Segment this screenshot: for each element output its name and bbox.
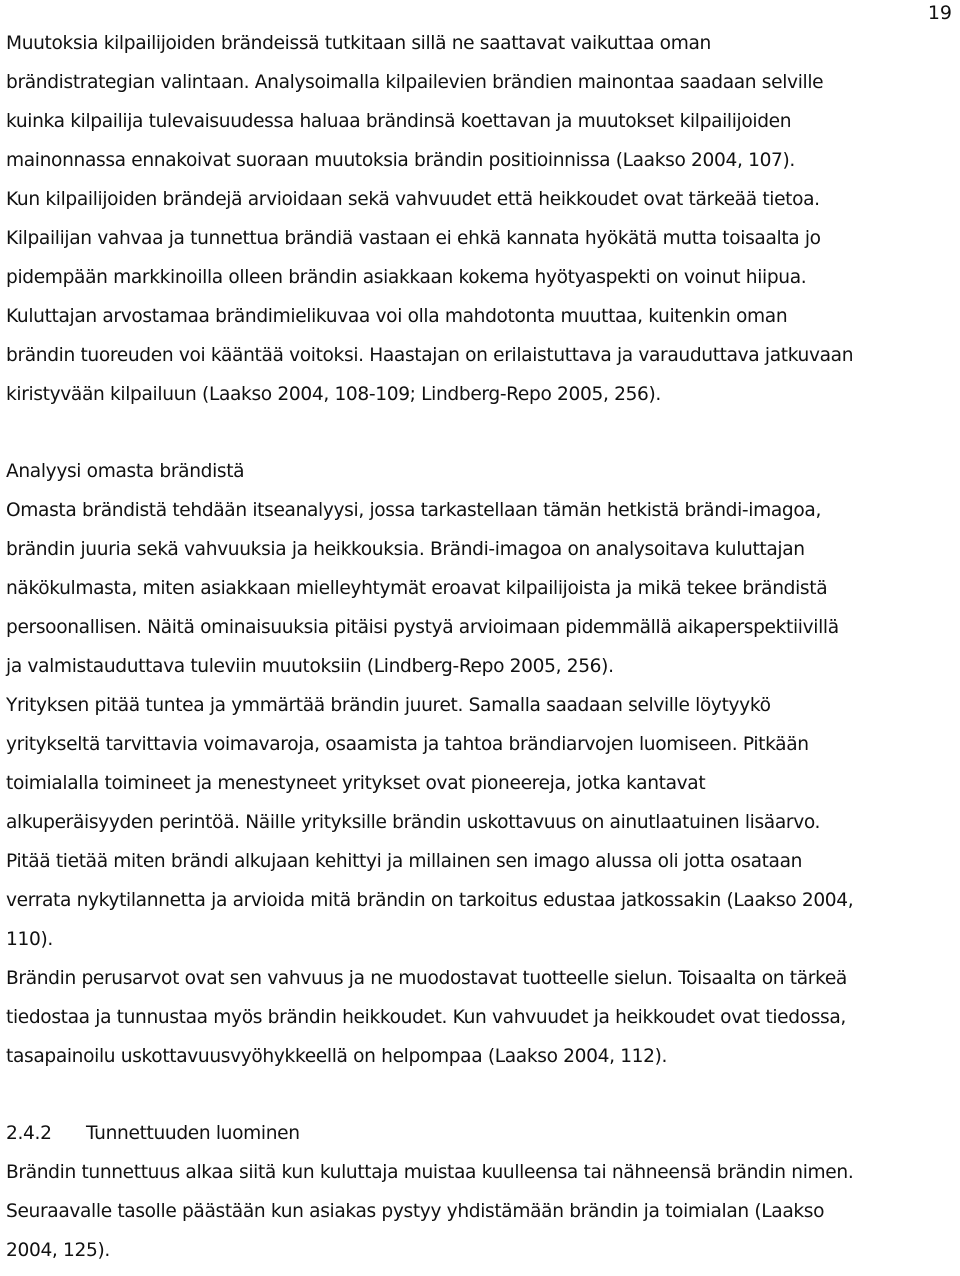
text-line: brändin juuria sekä vahvuuksia ja heikkouksia. Brändi-imagoa on analysoitava kuluttajan xyxy=(6,539,805,560)
paragraph-spacer xyxy=(6,1076,952,1114)
text-line: näkökulmasta, miten asiakkaan mielleyhtymät eroavat kilpailijoista ja mikä tekee brändistä xyxy=(6,578,828,599)
analysis-paragraphs xyxy=(6,491,952,1076)
text-line: persoonallisen. Näitä ominaisuuksia pitäisi pystyä arvioimaan pidemmällä aikaperspektiivillä xyxy=(6,617,839,638)
text-line: Omasta brändistä tehdään itseanalyysi, jossa tarkastellaan tämän hetkistä brändi-imagoa, xyxy=(6,500,821,521)
text-line: Brändin tunnettuus alkaa siitä kun kuluttaja muistaa kuulleensa tai nähneensä brändin nimen. xyxy=(6,1162,854,1183)
text-line: brändistrategian valintaan. Analysoimalla kilpailevien brändien mainontaa saadaan selville xyxy=(6,72,824,93)
text-line: Yrityksen pitää tuntea ja ymmärtää brändin juuret. Samalla saadaan selville löytyykö xyxy=(6,695,771,716)
text-line: kiristyvään kilpailuun (Laakso 2004, 108-109; Lindberg-Repo 2005, 256). xyxy=(6,384,661,405)
section-title-analysis: Analyysi omasta brändistä xyxy=(6,461,245,482)
text-line: yritykseltä tarvittavia voimavaroja, osaamista ja tahtoa brändiarvojen luomiseen. Pitkään xyxy=(6,734,809,755)
text-line: alkuperäisyyden perintöä. Näille yrityksille brändin uskottavuus on ainutlaatuinen lisäarvo. xyxy=(6,812,821,833)
document-body xyxy=(6,24,952,1270)
text-line: toimialalla toimineet ja menestyneet yritykset ovat pioneereja, jotka kantavat xyxy=(6,773,706,794)
text-line: pidempään markkinoilla olleen brändin asiakkaan kokema hyötyaspekti on voinut hiipua. xyxy=(6,267,807,288)
subsection-title: Tunnettuuden luominen xyxy=(86,1123,300,1144)
text-line: tiedostaa ja tunnustaa myös brändin heikkoudet. Kun vahvuudet ja heikkoudet ovat tiedossa, xyxy=(6,1007,846,1028)
paragraph-spacer xyxy=(6,414,952,452)
text-line: Kilpailijan vahvaa ja tunnettua brändiä vastaan ei ehkä kannata hyökätä mutta toisaalta jo xyxy=(6,228,821,249)
text-line: Kuluttajan arvostamaa brändimielikuvaa voi olla mahdotonta muuttaa, kuitenkin oman xyxy=(6,306,788,327)
text-line: brändin tuoreuden voi kääntää voitoksi. Haastajan on erilaistuttava ja varauduttava jatkuvaan xyxy=(6,345,854,366)
page-number: 19 xyxy=(927,2,952,24)
text-line: Kun kilpailijoiden brändejä arvioidaan sekä vahvuudet että heikkoudet ovat tärkeää tietoa. xyxy=(6,189,820,210)
intro-paragraph xyxy=(6,24,952,414)
text-line: tasapainoilu uskottavuusvyöhykkeellä on helpompaa (Laakso 2004, 112). xyxy=(6,1046,668,1067)
text-line: ja valmistauduttava tuleviin muutoksiin (Lindberg-Repo 2005, 256). xyxy=(6,656,614,677)
text-line: 110). xyxy=(6,929,53,950)
text-line: Seuraavalle tasolle päästään kun asiakas pystyy yhdistämään brändin ja toimialan (Laakso xyxy=(6,1201,825,1222)
text-line: Brändin perusarvot ovat sen vahvuus ja ne muodostavat tuotteelle sielun. Toisaalta on tärkeä xyxy=(6,968,847,989)
text-line: mainonnassa ennakoivat suoraan muutoksia brändin positioinnissa (Laakso 2004, 107). xyxy=(6,150,795,171)
text-line: 2004, 125). xyxy=(6,1240,110,1261)
text-line: verrata nykytilannetta ja arvioida mitä brändin on tarkoitus edustaa jatkossakin (Laakso 2004, xyxy=(6,890,854,911)
text-line: Muutoksia kilpailijoiden brändeissä tutkitaan sillä ne saattavat vaikuttaa oman xyxy=(6,33,711,54)
text-line: kuinka kilpailija tulevaisuudessa haluaa brändinsä koettavan ja muutokset kilpailijoiden xyxy=(6,111,792,132)
subsection-heading xyxy=(6,1114,952,1153)
subsection-paragraph xyxy=(6,1153,952,1270)
text-line: Pitää tietää miten brändi alkujaan kehittyi ja millainen sen imago alussa oli jotta osataan xyxy=(6,851,803,872)
subsection-number: 2.4.2 xyxy=(6,1123,52,1144)
